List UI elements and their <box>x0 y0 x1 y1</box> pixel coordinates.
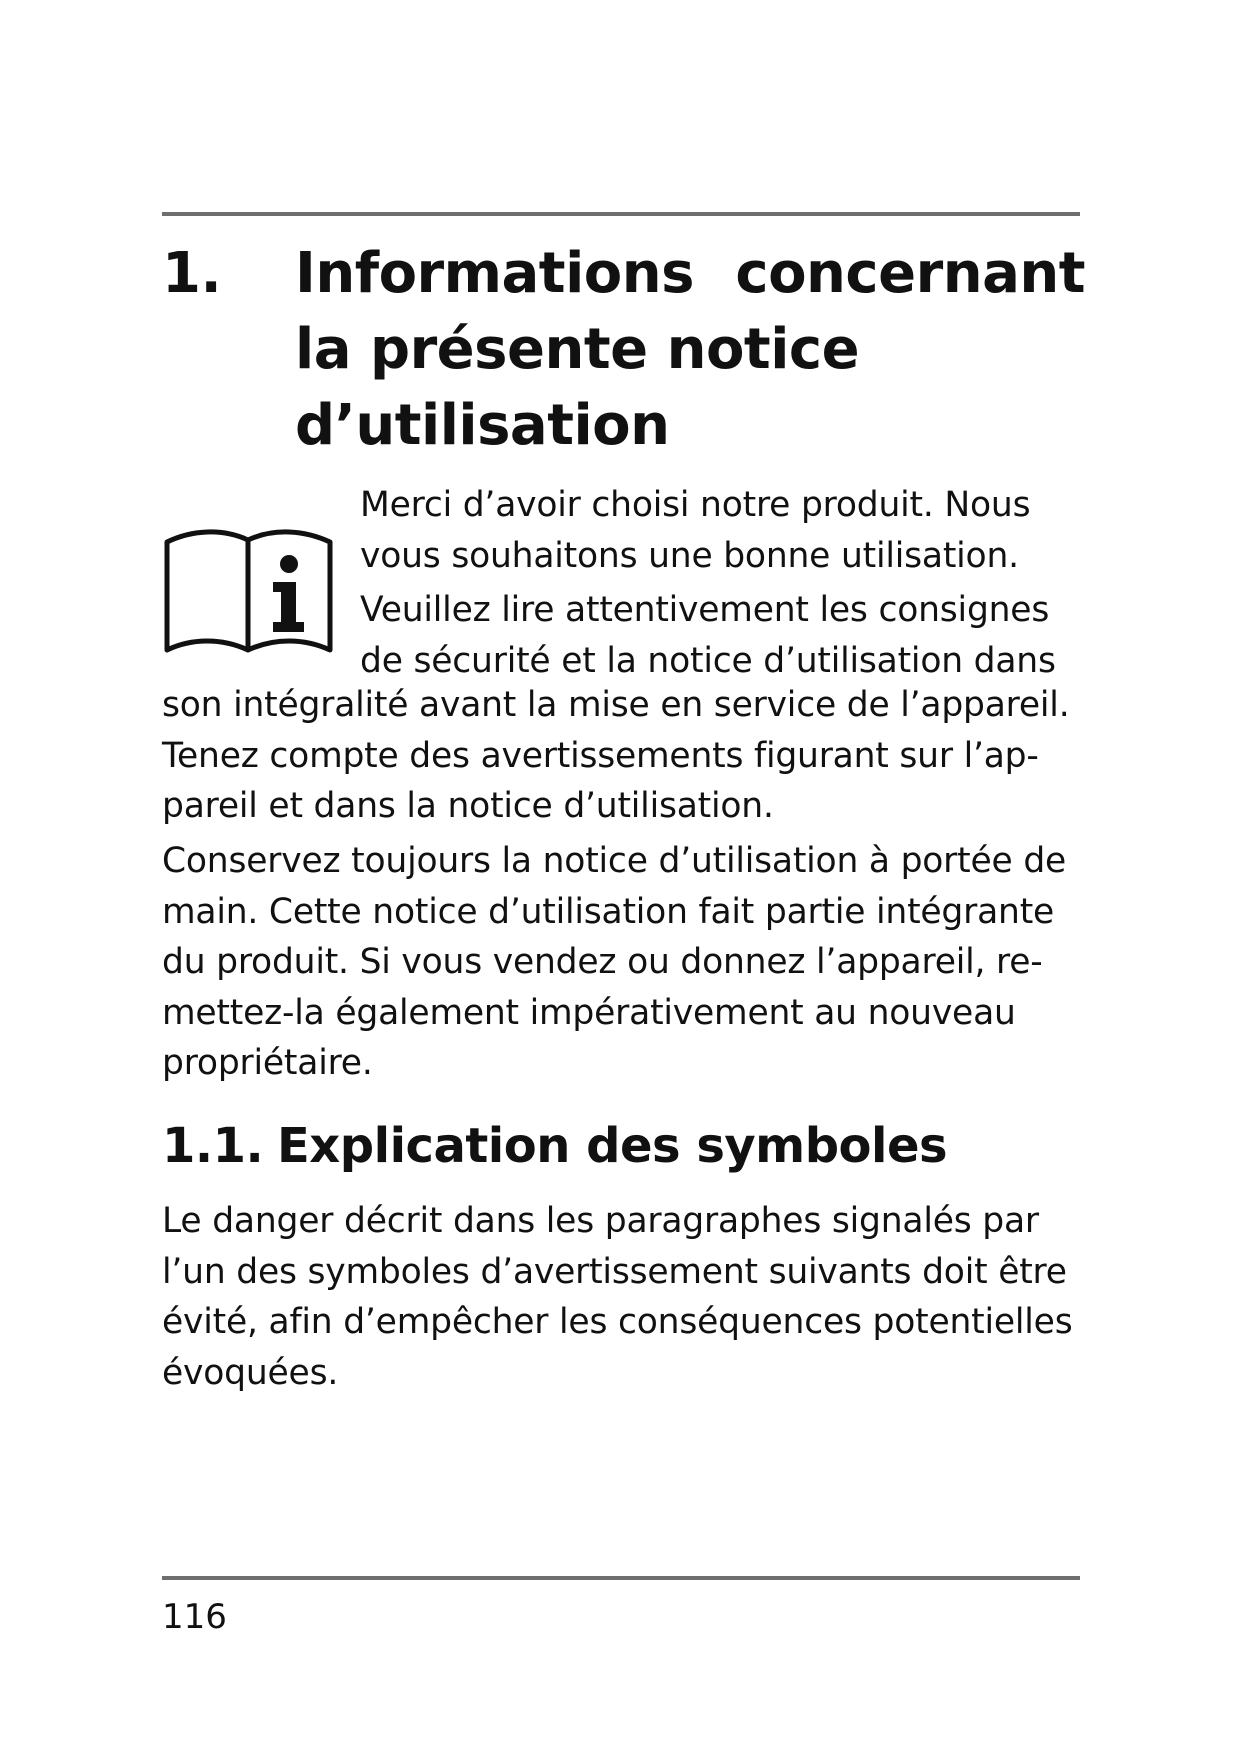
paragraph-3 <box>162 1196 1082 1398</box>
section-title-line-1 <box>295 236 1085 312</box>
paragraph-2-line-5: propriétaire. <box>162 1043 373 1083</box>
paragraph-3-line-3: évité, afin d’empêcher les conséquences potentielles <box>162 1302 1073 1342</box>
paragraph-1-line-3: pareil et dans la notice d’utilisation. <box>162 786 774 826</box>
intro-p1-line-2: vous souhaitons une bonne utilisation. <box>360 535 1019 576</box>
section-title-word-1: Informations <box>295 241 694 306</box>
intro-paragraph-2 <box>360 585 1080 686</box>
intro-p1-line-1: Merci d’avoir choisi notre produit. Nous <box>360 485 1031 525</box>
paragraph-1-line-1: son intégralité avant la mise en service de l’appareil. <box>162 685 1070 725</box>
paragraph-2-line-2: main. Cette notice d’utilisation fait partie intégrante <box>162 891 1055 932</box>
section-number: 1. <box>162 241 222 306</box>
intro-p2-line-2: de sécurité et la notice d’utilisation dans <box>360 640 1056 681</box>
section-title <box>295 236 1085 464</box>
paragraph-1 <box>162 680 1082 832</box>
intro-paragraph-1 <box>360 480 1080 581</box>
paragraph-2 <box>162 836 1082 1089</box>
intro-p2-line-1: Veuillez lire attentivement les consignes <box>360 590 1050 630</box>
section-title-word-2: concernant <box>735 241 1085 306</box>
paragraph-1-line-2: Tenez compte des avertissements figurant sur l’ap- <box>162 735 1039 776</box>
top-rule <box>162 212 1080 216</box>
subsection-title: Explication des symboles <box>277 1118 948 1174</box>
intro-text <box>360 480 1080 686</box>
bottom-rule <box>162 1576 1080 1580</box>
read-manual-info-icon <box>162 524 338 656</box>
paragraph-3-line-4: évoquées. <box>162 1352 339 1393</box>
paragraph-3-line-2: l’un des symboles d’avertissement suivants doit être <box>162 1251 1067 1292</box>
paragraph-2-line-1: Conservez toujours la notice d’utilisation à portée de <box>162 841 1067 881</box>
subsection-number: 1.1. <box>162 1118 264 1174</box>
section-title-line-3: d’utilisation <box>295 393 670 458</box>
paragraph-3-line-1: Le danger décrit dans les paragraphes signalés par <box>162 1201 1039 1241</box>
paragraph-2-line-3: du produit. Si vous vendez ou donnez l’appareil, re- <box>162 942 1043 982</box>
subsection-heading <box>162 1116 947 1176</box>
paragraph-2-line-4: mettez-la également impérativement au nouveau <box>162 992 1016 1033</box>
page-number: 116 <box>162 1597 227 1637</box>
section-title-line-2: la présente notice <box>295 317 860 382</box>
